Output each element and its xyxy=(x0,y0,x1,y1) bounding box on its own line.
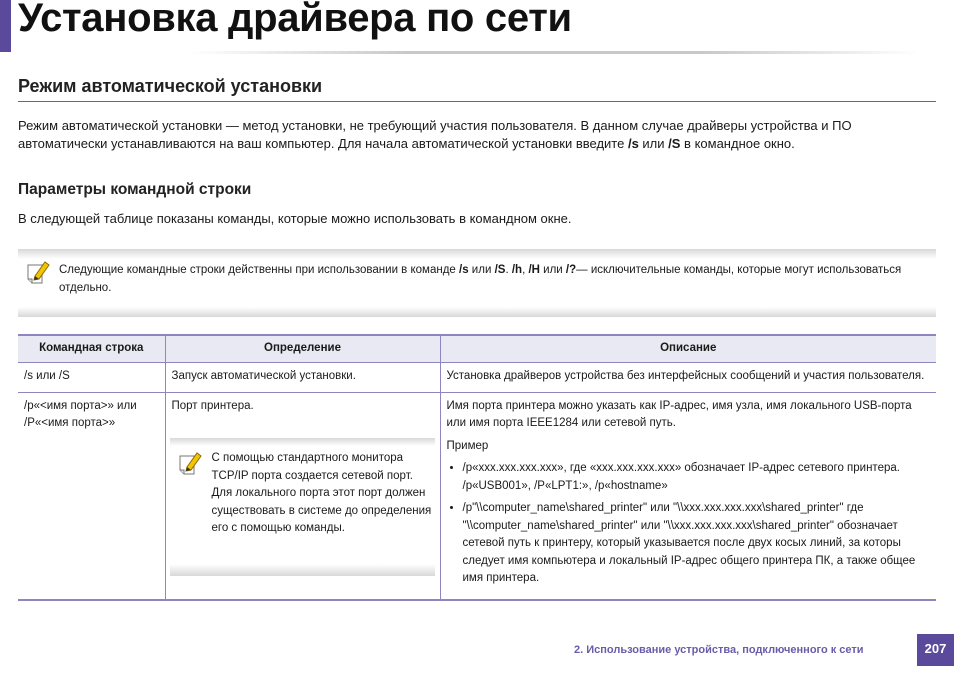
header-description: Описание xyxy=(440,335,936,363)
list-item: • /p«xxx.xxx.xxx.xxx», где «xxx.xxx.xxx.xxx» обозначает IP-адрес сетевого принтера. /p«USB001», /P«LPT1:», /p«hostname» xyxy=(463,460,931,495)
list-item: • /p"\\computer_name\shared_printer" или "\\xxx.xxx.xxx.xxx\shared_printer" где "\\computer_name\shared_printer" или "\\xxx.xxx.xxx.xxx\shared_printer" обозначает сетевой путь к принтеру, который указывается после двух косых линий, за которы следует имя компьютера и локальный IP-адрес общего принтера ПК, а также общее имя принтера. xyxy=(463,500,931,588)
section-divider xyxy=(18,101,936,102)
footer-chapter: 2. Использование устройства, подключенного к сети xyxy=(574,644,864,656)
definition-text: Порт принтера. xyxy=(171,399,254,412)
cell-definition xyxy=(165,392,440,600)
header-definition: Определение xyxy=(165,335,440,363)
page-title: Установка драйвера по сети xyxy=(18,0,572,40)
note-text: Следующие командные строки действенны при использовании в команде /s или /S. /h, /H или /?— исключительные команды, которые могут использоваться отдельно. xyxy=(59,264,902,294)
example-list xyxy=(447,460,931,588)
table-header-row xyxy=(18,335,936,363)
note-pencil-icon xyxy=(178,450,202,476)
table-row xyxy=(18,392,936,600)
cell-command: /s или /S xyxy=(18,363,165,393)
params-description: В следующей таблице показаны команды, которые можно использовать в командном окне. xyxy=(18,211,572,226)
page-number: 207 xyxy=(917,634,954,666)
inner-note-text: С помощью стандартного монитора TCP/IP порта создается сетевой порт. Для локального порта этот порт должен существовать в системе до определения его с помощью команды. xyxy=(211,452,432,534)
note-pencil-icon xyxy=(26,259,50,285)
intro-cmd-s: /s xyxy=(627,136,639,151)
example-label: Пример xyxy=(446,439,489,452)
cell-command: /p«<имя порта>» или /P«<имя порта>» xyxy=(18,392,165,600)
cell-description: Установка драйверов устройства без интерфейсных сообщений и участия пользователя. xyxy=(440,363,936,393)
section-heading: Режим автоматической установки xyxy=(18,76,323,96)
params-heading: Параметры командной строки xyxy=(18,181,252,198)
cell-description xyxy=(440,392,936,600)
table-row xyxy=(18,363,936,393)
command-line-table xyxy=(18,334,936,601)
title-accent-bar xyxy=(0,0,11,52)
note-box xyxy=(18,249,936,317)
inner-note-box xyxy=(170,438,435,576)
description-text: Имя порта принтера можно указать как IP-адрес, имя узла, имя локального USB-порта или имя порта IEEE1284 или сетевой путь. xyxy=(446,399,912,429)
cell-definition: Запуск автоматической установки. xyxy=(165,363,440,393)
intro-paragraph: Режим автоматической установки — метод установки, не требующий участия пользователя. В данном случае драйверы устройства и ПО автоматически устанавливаются на ваш компьютер. Для начала автоматической установки введите /s или /S в командное окно. xyxy=(18,118,852,151)
intro-cmd-S: /S xyxy=(668,136,681,151)
header-command: Командная строка xyxy=(18,335,165,363)
title-divider xyxy=(190,51,920,54)
